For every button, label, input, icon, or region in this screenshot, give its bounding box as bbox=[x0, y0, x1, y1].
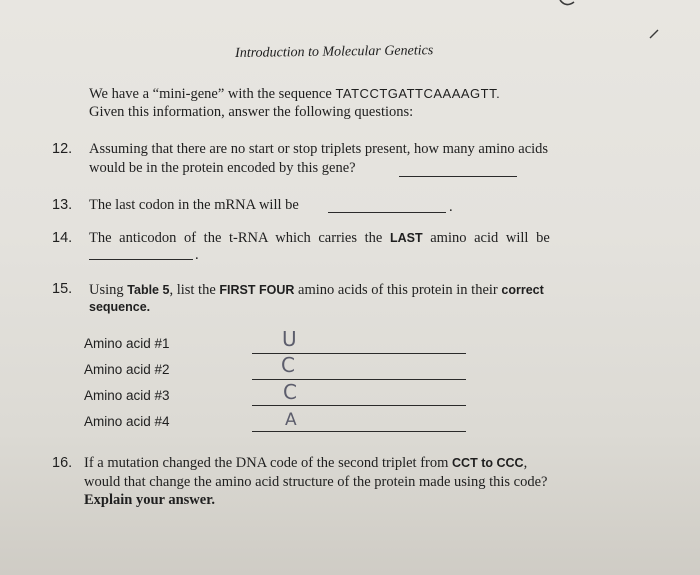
question-14-post: amino acid will be bbox=[422, 230, 550, 246]
intro-prefix: We have a “mini-gene” with the sequence bbox=[89, 86, 336, 102]
question-15-mid: , list the bbox=[169, 282, 220, 298]
page-title: Introduction to Molecular Genetics bbox=[235, 43, 434, 61]
gene-sequence: TATCCTGATTCAAAAGTT. bbox=[335, 86, 501, 101]
question-14-period: . bbox=[195, 247, 199, 263]
question-15-number: 15. bbox=[52, 281, 73, 297]
question-16-comma: , bbox=[523, 455, 528, 471]
question-16-line-2: would that change the amino acid structure of the protein made using this code? bbox=[84, 474, 548, 490]
answer-blank-13[interactable] bbox=[328, 212, 446, 213]
answer-blank-12[interactable] bbox=[399, 176, 517, 177]
question-15-bold: FIRST FOUR bbox=[219, 283, 295, 297]
question-12-number: 12. bbox=[52, 141, 73, 157]
question-14-number: 14. bbox=[52, 230, 73, 246]
question-16-to-word: to bbox=[477, 456, 497, 470]
question-13-number: 13. bbox=[52, 197, 73, 213]
amino-acid-3-blank[interactable] bbox=[252, 405, 466, 406]
amino-acid-2-handwritten: C bbox=[281, 353, 295, 377]
amino-acid-1-label: Amino acid #1 bbox=[84, 336, 170, 351]
amino-acid-3-handwritten: C bbox=[283, 380, 297, 404]
page-edge-marks bbox=[0, 0, 700, 40]
question-16-line-1 bbox=[84, 455, 527, 472]
question-16-to-codon: CCC bbox=[496, 456, 524, 470]
answer-blank-14[interactable] bbox=[89, 259, 193, 260]
question-14-pre: The anticodon of the t-RNA which carries the bbox=[89, 230, 390, 246]
question-15-sequence-word: sequence. bbox=[89, 300, 151, 314]
amino-acid-4-handwritten: A bbox=[285, 410, 297, 430]
amino-acid-3-label: Amino acid #3 bbox=[84, 388, 170, 403]
amino-acid-4-blank[interactable] bbox=[252, 431, 466, 432]
question-15-pre: Using bbox=[89, 282, 128, 298]
question-16-explain: Explain your answer. bbox=[84, 492, 215, 508]
question-12-line-2: would be in the protein encoded by this gene? bbox=[89, 160, 356, 176]
question-13-period: . bbox=[449, 199, 453, 215]
question-14-bold: LAST bbox=[389, 231, 423, 245]
question-16-from-codon: CCT bbox=[452, 456, 478, 470]
question-16-pre: If a mutation changed the DNA code of the second triplet from bbox=[84, 455, 453, 471]
question-13-text: The last codon in the mRNA will be bbox=[89, 197, 299, 213]
question-15-table-ref: Table 5 bbox=[127, 283, 170, 297]
amino-acid-2-label: Amino acid #2 bbox=[84, 362, 170, 377]
question-16-line-3 bbox=[84, 492, 215, 509]
intro-line-1 bbox=[89, 86, 500, 103]
question-15-line-1 bbox=[89, 282, 544, 299]
intro-line-2: Given this information, answer the following questions: bbox=[89, 104, 414, 120]
question-12-line-1: Assuming that there are no start or stop triplets present, how many amino acids bbox=[89, 141, 549, 157]
amino-acid-4-label: Amino acid #4 bbox=[84, 414, 170, 429]
question-15-post: amino acids of this protein in their bbox=[294, 282, 502, 298]
question-15-correct: correct bbox=[501, 283, 544, 297]
question-16-number: 16. bbox=[52, 455, 73, 471]
question-15-line-2 bbox=[89, 299, 150, 316]
question-14-text bbox=[89, 230, 550, 247]
amino-acid-1-handwritten: U bbox=[282, 327, 297, 351]
